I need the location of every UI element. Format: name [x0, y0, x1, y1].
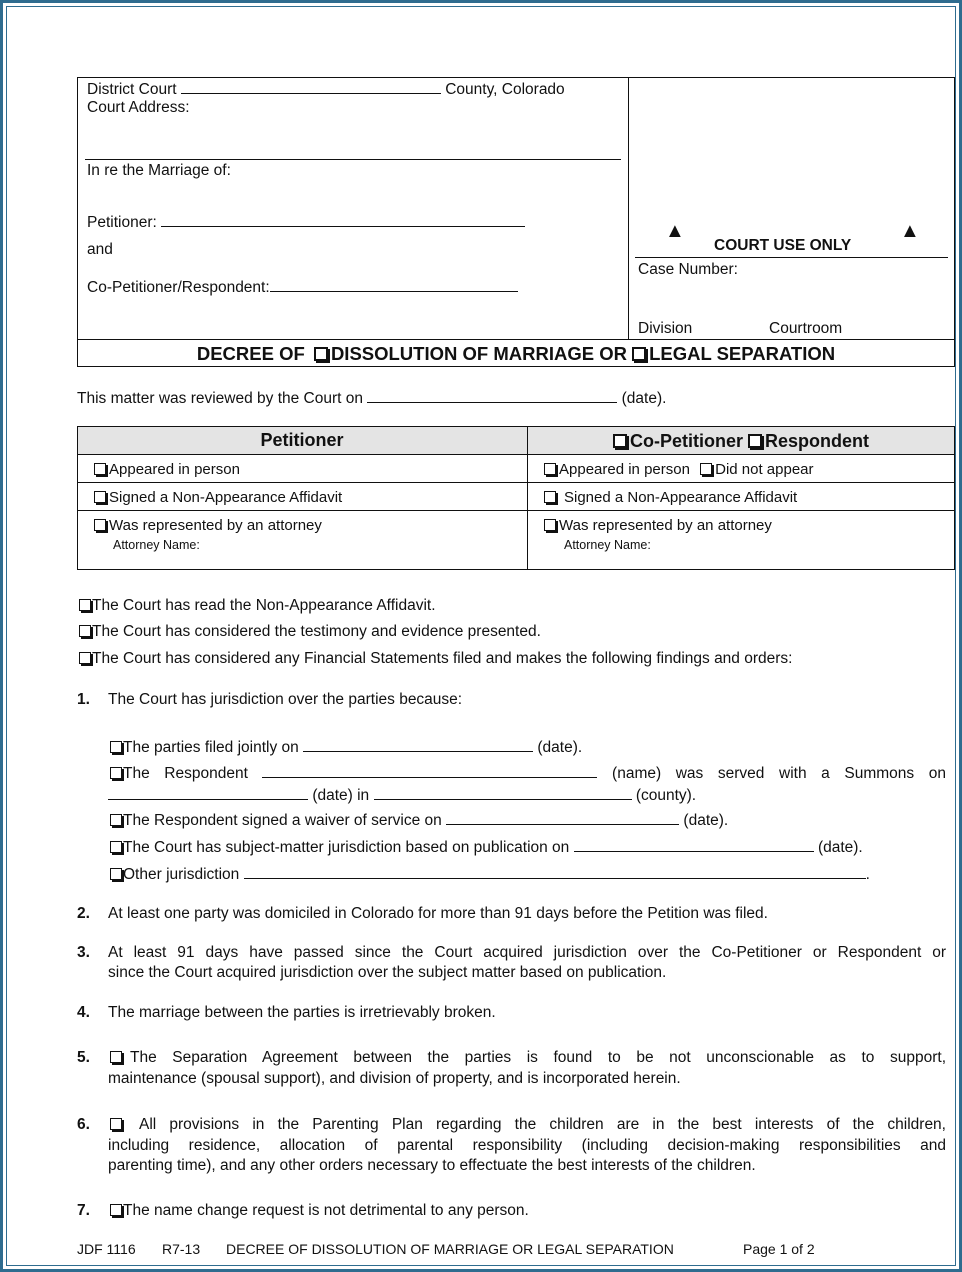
respondent-attorney-name-label: Attorney Name:: [564, 538, 651, 552]
summons-word-was: was: [675, 765, 704, 782]
table-row-rule: [77, 482, 955, 483]
court-check-testimony: [79, 623, 541, 641]
title-option-dissolution: DISSOLUTION OF MARRIAGE OR: [330, 343, 627, 364]
footer-page-number: Page 1 of 2: [743, 1241, 815, 1257]
summons-word-the: The: [123, 765, 150, 782]
joint-filing-checkbox[interactable]: [110, 741, 122, 753]
up-arrow-icon: ▲: [665, 220, 685, 242]
court-prefix: District Court: [87, 81, 177, 98]
court-check-testimony-label: The Court has considered the testimony and evidence presented.: [92, 623, 541, 640]
court-check-financial: [79, 650, 792, 668]
petitioner-line: [87, 212, 525, 232]
publication-suffix: (date).: [817, 839, 863, 856]
petitioner-affidavit-label: Signed a Non-Appearance Affidavit: [109, 489, 343, 506]
court-use-only: COURT USE ONLY: [714, 237, 852, 254]
summons-word-respondent: Respondent: [164, 765, 248, 782]
jurisdiction-summons-line: [110, 763, 946, 783]
summons-date-field[interactable]: [108, 785, 308, 800]
respondent-attorney-row: [544, 517, 772, 534]
finding-number: 2.: [77, 905, 90, 922]
petitioner-attorney-row: [94, 517, 322, 534]
petitioner-label: Petitioner:: [87, 214, 157, 231]
petitioner-appeared-checkbox[interactable]: [94, 463, 106, 475]
caption-divider: [628, 77, 629, 340]
jurisdiction-other: [110, 864, 870, 884]
review-date-field[interactable]: [367, 388, 617, 403]
petitioner-affidavit-row: [94, 489, 342, 506]
jurisdiction-waiver: [110, 810, 728, 830]
finding-6-line-3: parenting time), and any other orders necessary to effectuate the best interests of the children.: [108, 1157, 756, 1174]
respondent-affidavit-label: Signed a Non-Appearance Affidavit: [564, 489, 798, 506]
petitioner-affidavit-checkbox[interactable]: [94, 491, 106, 503]
finding-3-line-1: At least 91 days have passed since the Court acquired jurisdiction over the Co-Petitioner or Respondent or: [108, 944, 946, 961]
caption-box: [77, 77, 955, 340]
petitioner-column-header: Petitioner: [260, 430, 344, 450]
court-use-rule: [635, 257, 948, 258]
summons-date-line: [108, 785, 696, 805]
co-petitioner-field[interactable]: [270, 277, 518, 292]
summons-checkbox[interactable]: [110, 767, 122, 779]
finding-5-line-1: The Separation Agreement between the parties is found to be not unconscionable as to support,: [130, 1049, 946, 1066]
finding-number: 6.: [77, 1116, 90, 1133]
title-option-separation: LEGAL SEPARATION: [649, 343, 836, 364]
summons-word-summons: Summons: [844, 765, 915, 782]
finding-number: 1.: [77, 691, 90, 708]
table-row-rule: [77, 510, 955, 511]
separation-agreement-checkbox[interactable]: [110, 1051, 122, 1063]
finding-5-line-2: maintenance (spousal support), and division of property, and is incorporated herein.: [108, 1070, 681, 1087]
finding-6-line-2: including residence, allocation of parental responsibility (including decision-making responsibilities and: [108, 1137, 946, 1154]
petitioner-appeared-label: Appeared in person: [109, 461, 240, 478]
summons-word-served: served: [717, 765, 765, 782]
title-prefix: DECREE OF: [196, 343, 305, 364]
other-jurisdiction-field[interactable]: [244, 864, 866, 879]
finding-number: 4.: [77, 1004, 90, 1021]
petitioner-field[interactable]: [161, 212, 525, 227]
review-prefix: This matter was reviewed by the Court on: [77, 390, 364, 407]
respondent-appeared-checkbox[interactable]: [544, 463, 556, 475]
other-jurisdiction-suffix: .: [865, 866, 870, 883]
petitioner-appeared-row: [94, 461, 240, 478]
jurisdiction-joint-filing: [110, 737, 582, 757]
other-jurisdiction-checkbox[interactable]: [110, 868, 122, 880]
court-check-financial-checkbox[interactable]: [79, 652, 91, 664]
division-label: Division: [638, 320, 693, 337]
summons-date-label: (date) in: [312, 787, 370, 804]
courtroom-label: Courtroom: [769, 320, 843, 337]
respondent-attorney-checkbox[interactable]: [544, 519, 556, 531]
summons-word-a: a: [821, 765, 830, 782]
publication-prefix: The Court has subject-matter jurisdiction based on publication on: [123, 839, 570, 856]
co-petitioner-checkbox[interactable]: [613, 434, 627, 448]
summons-word-with: with: [779, 765, 807, 782]
page-title: [0, 343, 962, 365]
address-rule: [85, 159, 621, 160]
respondent-appeared-label: Appeared in person: [559, 461, 690, 478]
finding-number: 7.: [77, 1202, 90, 1219]
table-row-rule: [77, 454, 955, 455]
marriage-label: In re the Marriage of:: [87, 162, 231, 179]
respondent-header: Respondent: [765, 431, 870, 451]
respondent-column-header: [527, 431, 955, 452]
waiver-date-field[interactable]: [446, 810, 679, 825]
finding-number: 5.: [77, 1049, 90, 1066]
finding-2-text: At least one party was domiciled in Colorado for more than 91 days before the Petition was filed.: [108, 905, 768, 922]
case-number-label: Case Number:: [638, 261, 738, 278]
finding-7-text: The name change request is not detrimental to any person.: [123, 1202, 529, 1219]
finding-7-row: [110, 1202, 529, 1220]
court-suffix: County, Colorado: [445, 81, 565, 98]
publication-date-field[interactable]: [574, 837, 814, 852]
finding-number: 3.: [77, 944, 90, 961]
review-suffix: (date).: [621, 390, 667, 407]
respondent-did-not-appear-label: Did not appear: [715, 461, 814, 478]
summons-county-field[interactable]: [374, 785, 632, 800]
co-petitioner-label: Co-Petitioner/Respondent:: [87, 279, 270, 296]
joint-filing-date-field[interactable]: [303, 737, 533, 752]
summons-county-label: (county).: [635, 787, 697, 804]
court-line: [87, 79, 565, 99]
waiver-suffix: (date).: [683, 812, 729, 829]
jurisdiction-publication: [110, 837, 863, 857]
respondent-checkbox[interactable]: [748, 434, 762, 448]
co-petitioner-line: [87, 277, 518, 297]
joint-filing-prefix: The parties filed jointly on: [123, 739, 299, 756]
respondent-attorney-label: Was represented by an attorney: [559, 517, 772, 534]
county-field[interactable]: [181, 79, 441, 94]
footer-revision: R7-13: [162, 1241, 201, 1257]
summons-word-name: (name): [612, 765, 662, 782]
summons-word: [110, 765, 150, 783]
co-petitioner-header: Co-Petitioner: [629, 431, 743, 451]
and-label: and: [87, 241, 113, 258]
petitioner-attorney-checkbox[interactable]: [94, 519, 106, 531]
waiver-prefix: The Respondent signed a waiver of service on: [123, 812, 442, 829]
finding-6-checkbox-wrap: [110, 1116, 125, 1134]
finding-4-text: The marriage between the parties is irretrievably broken.: [108, 1004, 496, 1021]
other-jurisdiction-prefix: Other jurisdiction: [123, 866, 240, 883]
review-line: [77, 388, 666, 408]
waiver-checkbox[interactable]: [110, 814, 122, 826]
court-check-testimony-checkbox[interactable]: [79, 625, 91, 637]
footer-form-id: JDF 1116: [77, 1241, 136, 1257]
finding-5-checkbox-wrap: [110, 1049, 125, 1067]
finding-6-line-1: All provisions in the Parenting Plan regarding the children are in the best interests of the children,: [139, 1116, 946, 1133]
parenting-plan-checkbox[interactable]: [110, 1118, 122, 1130]
petitioner-attorney-label: Was represented by an attorney: [109, 517, 322, 534]
respondent-did-not-appear-checkbox[interactable]: [700, 463, 712, 475]
finding-1-text: The Court has jurisdiction over the parties because:: [108, 691, 463, 708]
court-check-affidavit: [79, 597, 436, 615]
finding-3-line-2: since the Court acquired jurisdiction over the subject matter based on publication.: [108, 964, 667, 981]
dissolution-checkbox[interactable]: [314, 347, 328, 361]
petitioner-attorney-name-label: Attorney Name:: [113, 538, 200, 552]
respondent-appeared-row: [544, 461, 814, 478]
legal-separation-checkbox[interactable]: [632, 347, 646, 361]
court-check-financial-label: The Court has considered any Financial Statements filed and makes the following findings and orders:: [92, 650, 793, 667]
respondent-affidavit-checkbox[interactable]: [544, 491, 556, 503]
name-change-checkbox[interactable]: [110, 1204, 122, 1216]
court-address-label: Court Address:: [87, 99, 190, 116]
joint-filing-suffix: (date).: [537, 739, 583, 756]
court-check-affidavit-label: The Court has read the Non-Appearance Affidavit.: [92, 597, 436, 614]
court-check-affidavit-checkbox[interactable]: [79, 599, 91, 611]
summons-name-field[interactable]: [262, 763, 597, 778]
respondent-affidavit-row: [544, 489, 797, 506]
up-arrow-icon: ▲: [900, 220, 920, 242]
summons-word-on: on: [928, 765, 946, 782]
footer-form-title: DECREE OF DISSOLUTION OF MARRIAGE OR LEGAL SEPARATION: [226, 1241, 674, 1257]
publication-checkbox[interactable]: [110, 841, 122, 853]
